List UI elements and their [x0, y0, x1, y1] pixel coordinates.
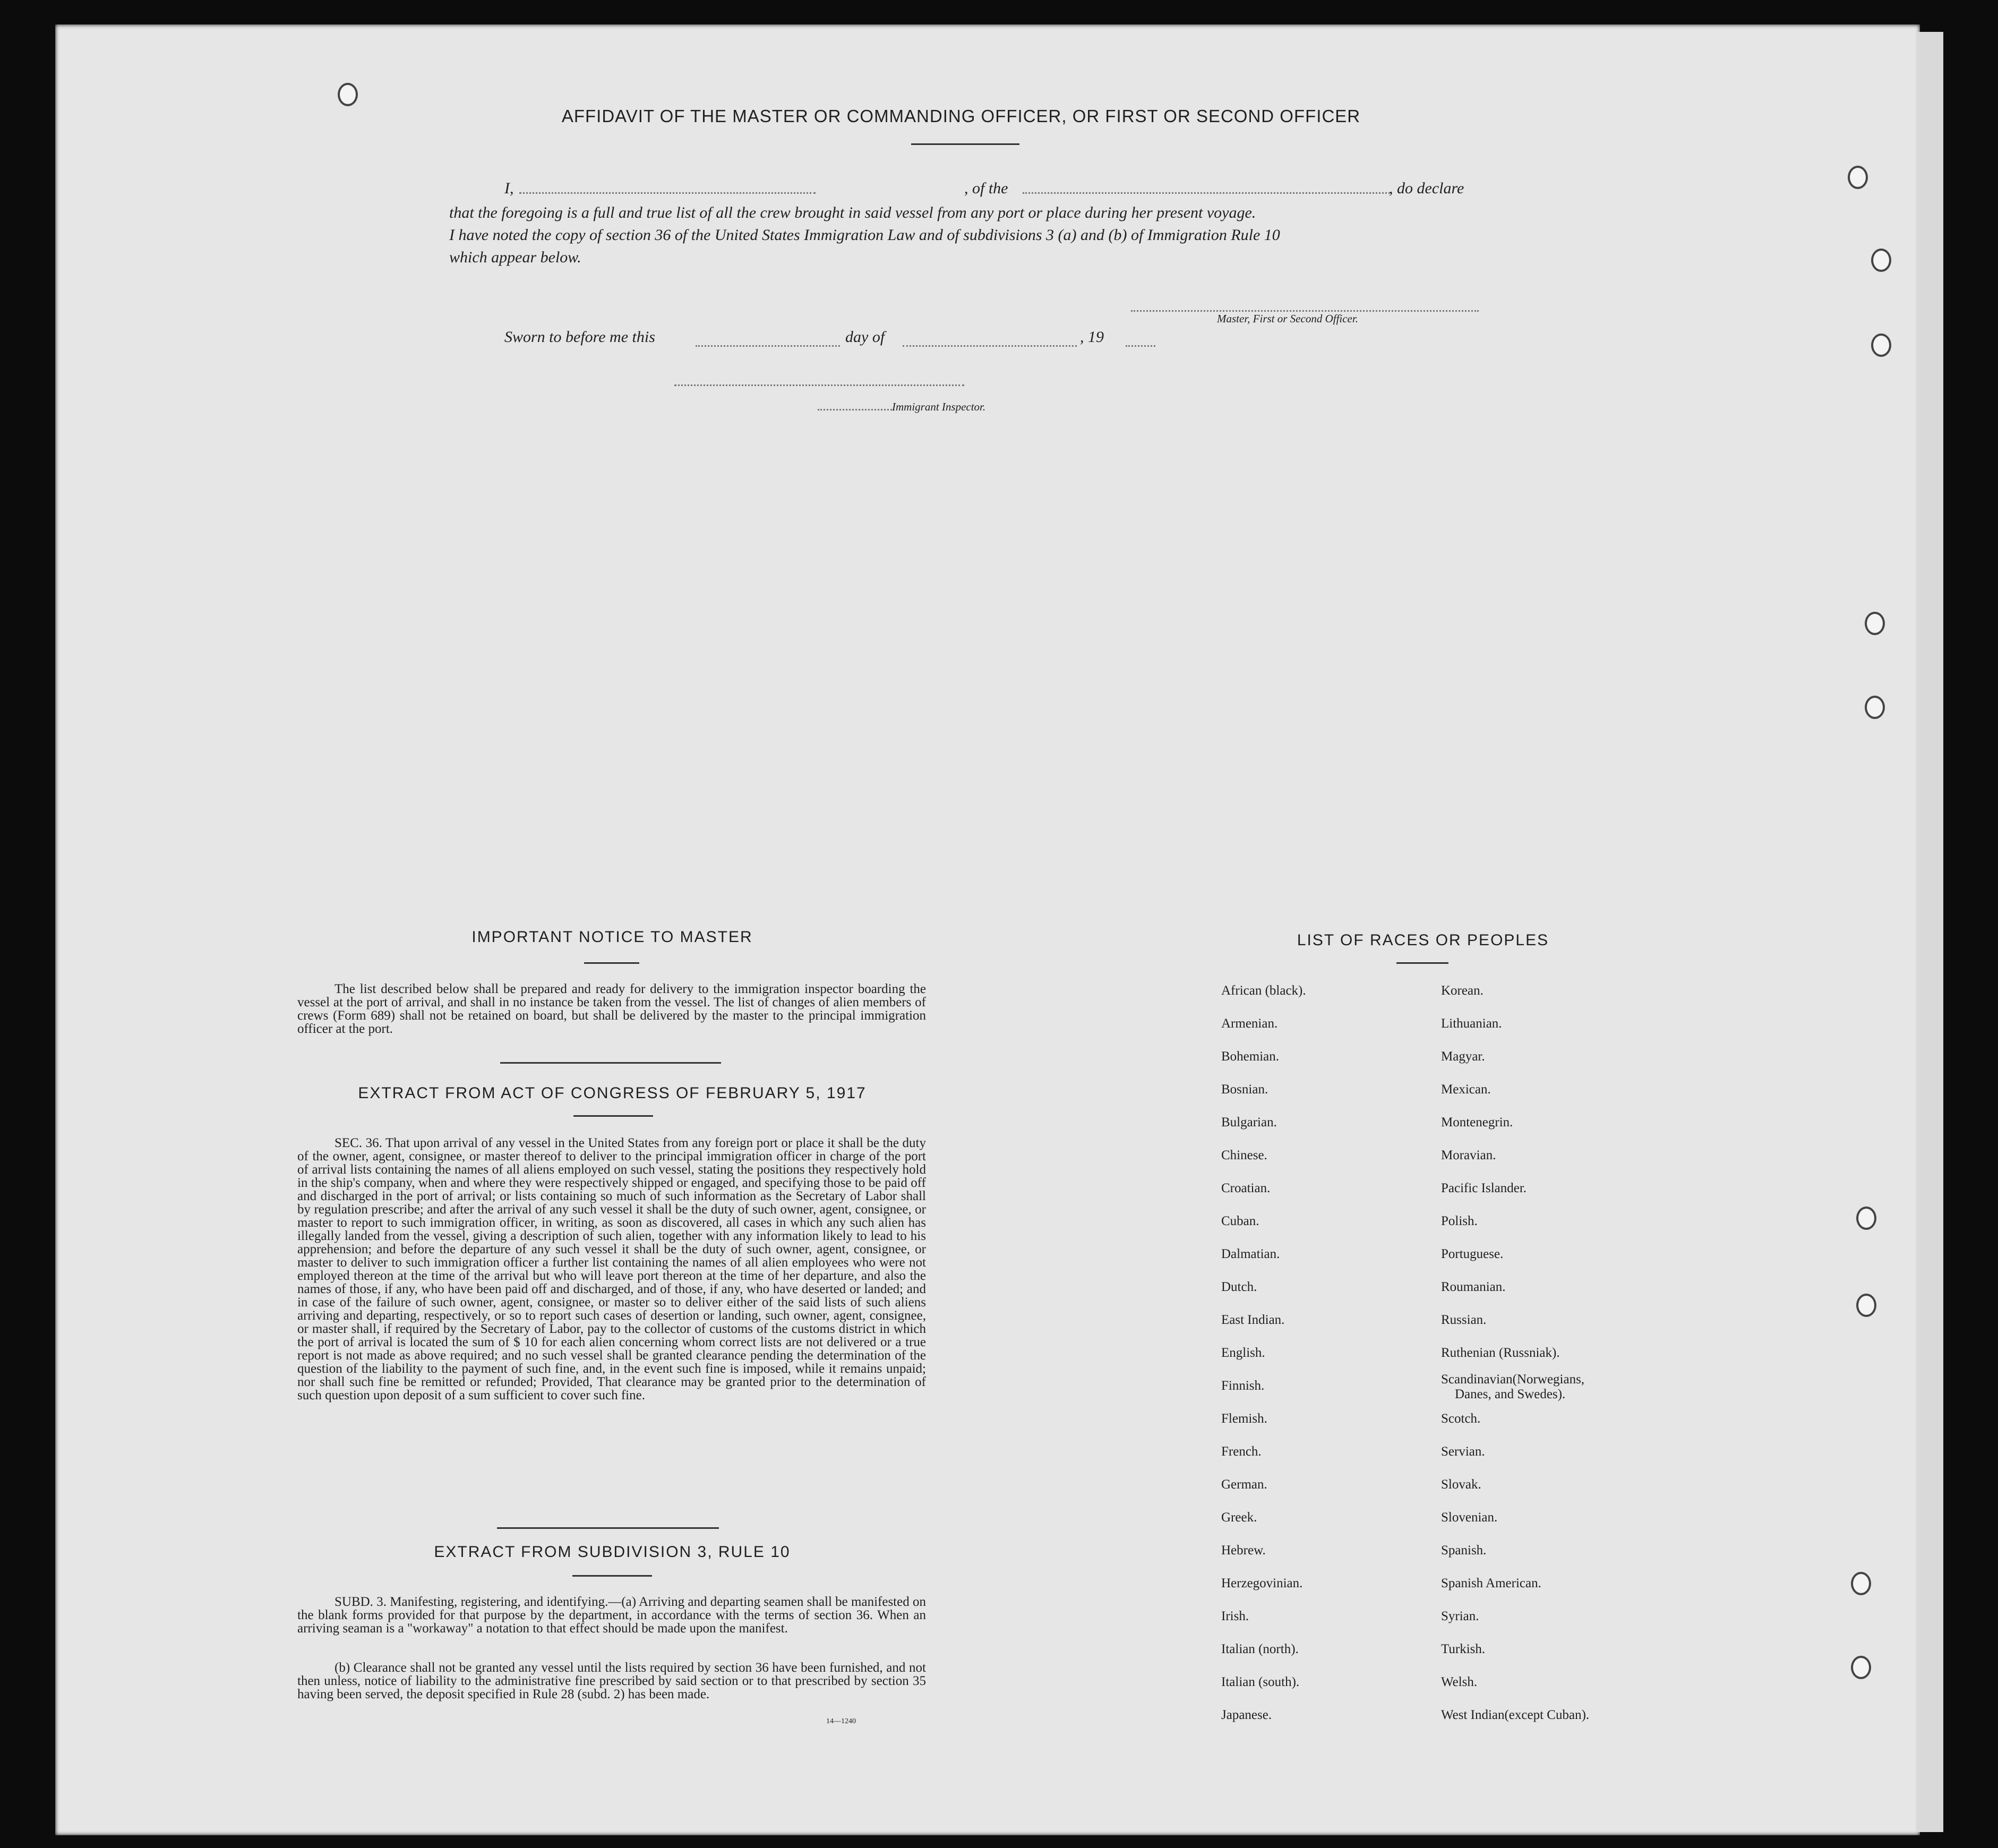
punch-hole — [1851, 1656, 1871, 1679]
race-item: Croatian. — [1221, 1181, 1271, 1195]
race-item: Scotch. — [1441, 1411, 1481, 1426]
affidavit-line-4: which appear below. — [449, 249, 581, 266]
race-item: Irish. — [1221, 1609, 1249, 1623]
race-item: Syrian. — [1441, 1609, 1479, 1623]
affidavit-title: AFFIDAVIT OF THE MASTER OR COMMANDING OFFICER, OR FIRST OR SECOND OFFICER — [561, 106, 1361, 126]
punch-hole — [1871, 249, 1891, 272]
punch-hole — [1865, 612, 1885, 635]
master-signature-line — [1131, 310, 1479, 312]
inspector-caption-leader — [818, 409, 892, 410]
punch-hole — [1851, 1572, 1871, 1595]
race-item: Japanese. — [1221, 1708, 1272, 1722]
sworn-month-line — [903, 345, 1077, 347]
notice-text: The list described below shall be prepared and ready for delivery to the immigration inspector boarding the vessel at the port of arrival, and shall in no instance be taken from the vessel. The list of changes of alien members of crews (Form 689) shall not be retained on board, but shall be delivered by the master to the principal immigration officer at the port. — [297, 982, 926, 1036]
race-item: Portuguese. — [1441, 1247, 1504, 1261]
race-item: Hebrew. — [1221, 1543, 1266, 1558]
inspector-caption: Immigrant Inspector. — [892, 400, 986, 413]
title-divider — [911, 143, 1019, 145]
punch-hole — [338, 83, 358, 106]
section-divider — [500, 1062, 721, 1064]
act-title: EXTRACT FROM ACT OF CONGRESS OF FEBRUARY 5, 1917 — [358, 1084, 867, 1102]
punch-hole — [1848, 166, 1868, 189]
vessel-blank-line — [1023, 192, 1390, 194]
race-item: Bulgarian. — [1221, 1115, 1277, 1130]
punch-hole — [1856, 1207, 1876, 1230]
race-item: Greek. — [1221, 1510, 1257, 1525]
affidavit-line-2: that the foregoing is a full and true list of all the crew brought in said vessel from any port or place during her present voyage. — [449, 204, 1256, 221]
sworn-text: Sworn to before me this — [504, 328, 655, 346]
sworn-year-line — [1126, 345, 1155, 347]
race-item: African (black). — [1221, 983, 1306, 998]
punch-hole — [1856, 1294, 1876, 1317]
name-blank-line — [519, 192, 816, 194]
race-item: Scandinavian(Norwegians, — [1441, 1372, 1585, 1387]
race-item: Finnish. — [1221, 1379, 1265, 1393]
race-item: Pacific Islander. — [1441, 1181, 1527, 1195]
race-item: Flemish. — [1221, 1411, 1267, 1426]
affidavit-of-the: , of the — [964, 179, 1008, 197]
race-item: Russian. — [1441, 1313, 1487, 1327]
race-item: Chinese. — [1221, 1148, 1267, 1162]
day-of-text: day of — [845, 328, 885, 346]
race-item: French. — [1221, 1444, 1262, 1459]
race-item: Korean. — [1441, 983, 1484, 998]
act-divider — [573, 1115, 653, 1117]
race-item: Bosnian. — [1221, 1082, 1268, 1097]
race-item: Spanish. — [1441, 1543, 1487, 1558]
race-item: East Indian. — [1221, 1313, 1285, 1327]
form-number: 14—1240 — [826, 1717, 856, 1725]
inspector-signature-line — [674, 384, 964, 386]
race-item: Spanish American. — [1441, 1576, 1541, 1590]
race-item: English. — [1221, 1346, 1265, 1360]
race-item: Italian (north). — [1221, 1642, 1299, 1656]
rule-text-a: SUBD. 3. Manifesting, registering, and identifying.—(a) Arriving and departing seamen shall be manifested on the blank forms provided for that purpose by the department, in accordance with the terms of section 36. When an arriving seaman is a "workaway" a notation to that effect should be made upon the manifest. — [297, 1595, 926, 1636]
race-item: West Indian(except Cuban). — [1441, 1708, 1590, 1722]
punch-hole — [1871, 333, 1891, 357]
affidavit-line-3: I have noted the copy of section 36 of the United States Immigration Law and of subdivisions 3 (a) and (b) of Immigration Rule 10 — [449, 226, 1280, 244]
races-title: LIST OF RACES OR PEOPLES — [1297, 931, 1549, 949]
race-item: Italian (south). — [1221, 1675, 1300, 1689]
master-caption: Master, First or Second Officer. — [1217, 312, 1358, 325]
race-item: German. — [1221, 1477, 1267, 1492]
sheet-edge — [1917, 32, 1943, 1832]
race-item: Dutch. — [1221, 1280, 1257, 1294]
race-item: Slovak. — [1441, 1477, 1481, 1492]
race-item: Turkish. — [1441, 1642, 1486, 1656]
sworn-day-line — [696, 345, 840, 347]
notice-title: IMPORTANT NOTICE TO MASTER — [471, 928, 753, 946]
race-item: Armenian. — [1221, 1016, 1278, 1031]
year-text: , 19 — [1080, 328, 1104, 346]
race-item: Welsh. — [1441, 1675, 1478, 1689]
race-item: Servian. — [1441, 1444, 1485, 1459]
race-item: Mexican. — [1441, 1082, 1491, 1097]
affidavit-do-declare: , do declare — [1389, 179, 1464, 197]
race-item: Roumanian. — [1441, 1280, 1506, 1294]
race-item: Bohemian. — [1221, 1049, 1280, 1064]
race-item: Slovenian. — [1441, 1510, 1498, 1525]
rule-divider — [572, 1575, 652, 1577]
rule-title: EXTRACT FROM SUBDIVISION 3, RULE 10 — [434, 1543, 791, 1561]
section-divider — [497, 1527, 719, 1529]
race-item: Magyar. — [1441, 1049, 1485, 1064]
races-divider — [1396, 962, 1448, 964]
bleed-through-shadow — [1710, 404, 1885, 988]
punch-hole — [1865, 696, 1885, 719]
act-text: SEC. 36. That upon arrival of any vessel in the United States from any foreign port or place it shall be the duty of the owner, agent, consignee, or master thereof to deliver to the principal immigration officer in charge of the port of arrival lists containing the names of all aliens employed on such vessel, stating the positions they respectively hold in the ship's company, when and where they were respectively shipped or engaged, and specifying those to be paid off and discharged in the port of arrival; or lists containing so much of such information as the Secretary of Labor shall by regulation prescribe; and after the arrival of any such vessel it shall be the duty of such owner, agent, consignee, or master to report to such immigration officer, in writing, as soon as discovered, all cases in which any such alien has illegally landed from the vessel, giving a description of such alien, together with any information likely to lead to his apprehension; and before the departure of any such vessel it shall be the duty of such owner, agent, consignee, or master to deliver to such immigration officer a further list containing the names of all alien employees who were not employed thereon at the time of the arrival but who will leave port thereon at the time of her departure, and also the names of those, if any, who have been paid off and discharged, and of those, if any, who have deserted or landed; and in case of the failure of such owner, agent, consignee, or master so to deliver either of the said lists of such aliens arriving and departing, respectively, or so to report such cases of desertion or landing, such owner, agent, consignee, or master shall, if required by the Secretary of Labor, pay to the collector of customs of the customs district in which the port of arrival is located the sum of $ 10 for each alien concerning whom correct lists are not delivered or a true report is not made as above required; and no such vessel shall be granted clearance pending the determination of the question of the liability to the payment of such fine, and, in the event such fine is imposed, while it remains unpaid; nor shall such fine be remitted or refunded; Provided, That clearance may be granted prior to the determination of such question upon deposit of a sum sufficient to cover such fine. — [297, 1136, 926, 1402]
race-item-continuation: Danes, and Swedes). — [1455, 1387, 1566, 1401]
race-item: Montenegrin. — [1441, 1115, 1513, 1130]
race-item: Polish. — [1441, 1214, 1478, 1228]
race-item: Cuban. — [1221, 1214, 1259, 1228]
race-item: Herzegovinian. — [1221, 1576, 1303, 1590]
race-item: Dalmatian. — [1221, 1247, 1280, 1261]
race-item: Ruthenian (Russniak). — [1441, 1346, 1560, 1360]
race-item: Lithuanian. — [1441, 1016, 1502, 1031]
race-item: Moravian. — [1441, 1148, 1496, 1162]
rule-text-b: (b) Clearance shall not be granted any vessel until the lists required by section 36 have been furnished, and not then unless, notice of liability to the administrative fine prescribed by said section or to that prescribed by section 35 having been served, the deposit specified in Rule 28 (subd. 2) has been made. — [297, 1661, 926, 1701]
notice-divider — [584, 962, 639, 964]
affidavit-i: I, — [504, 179, 514, 197]
